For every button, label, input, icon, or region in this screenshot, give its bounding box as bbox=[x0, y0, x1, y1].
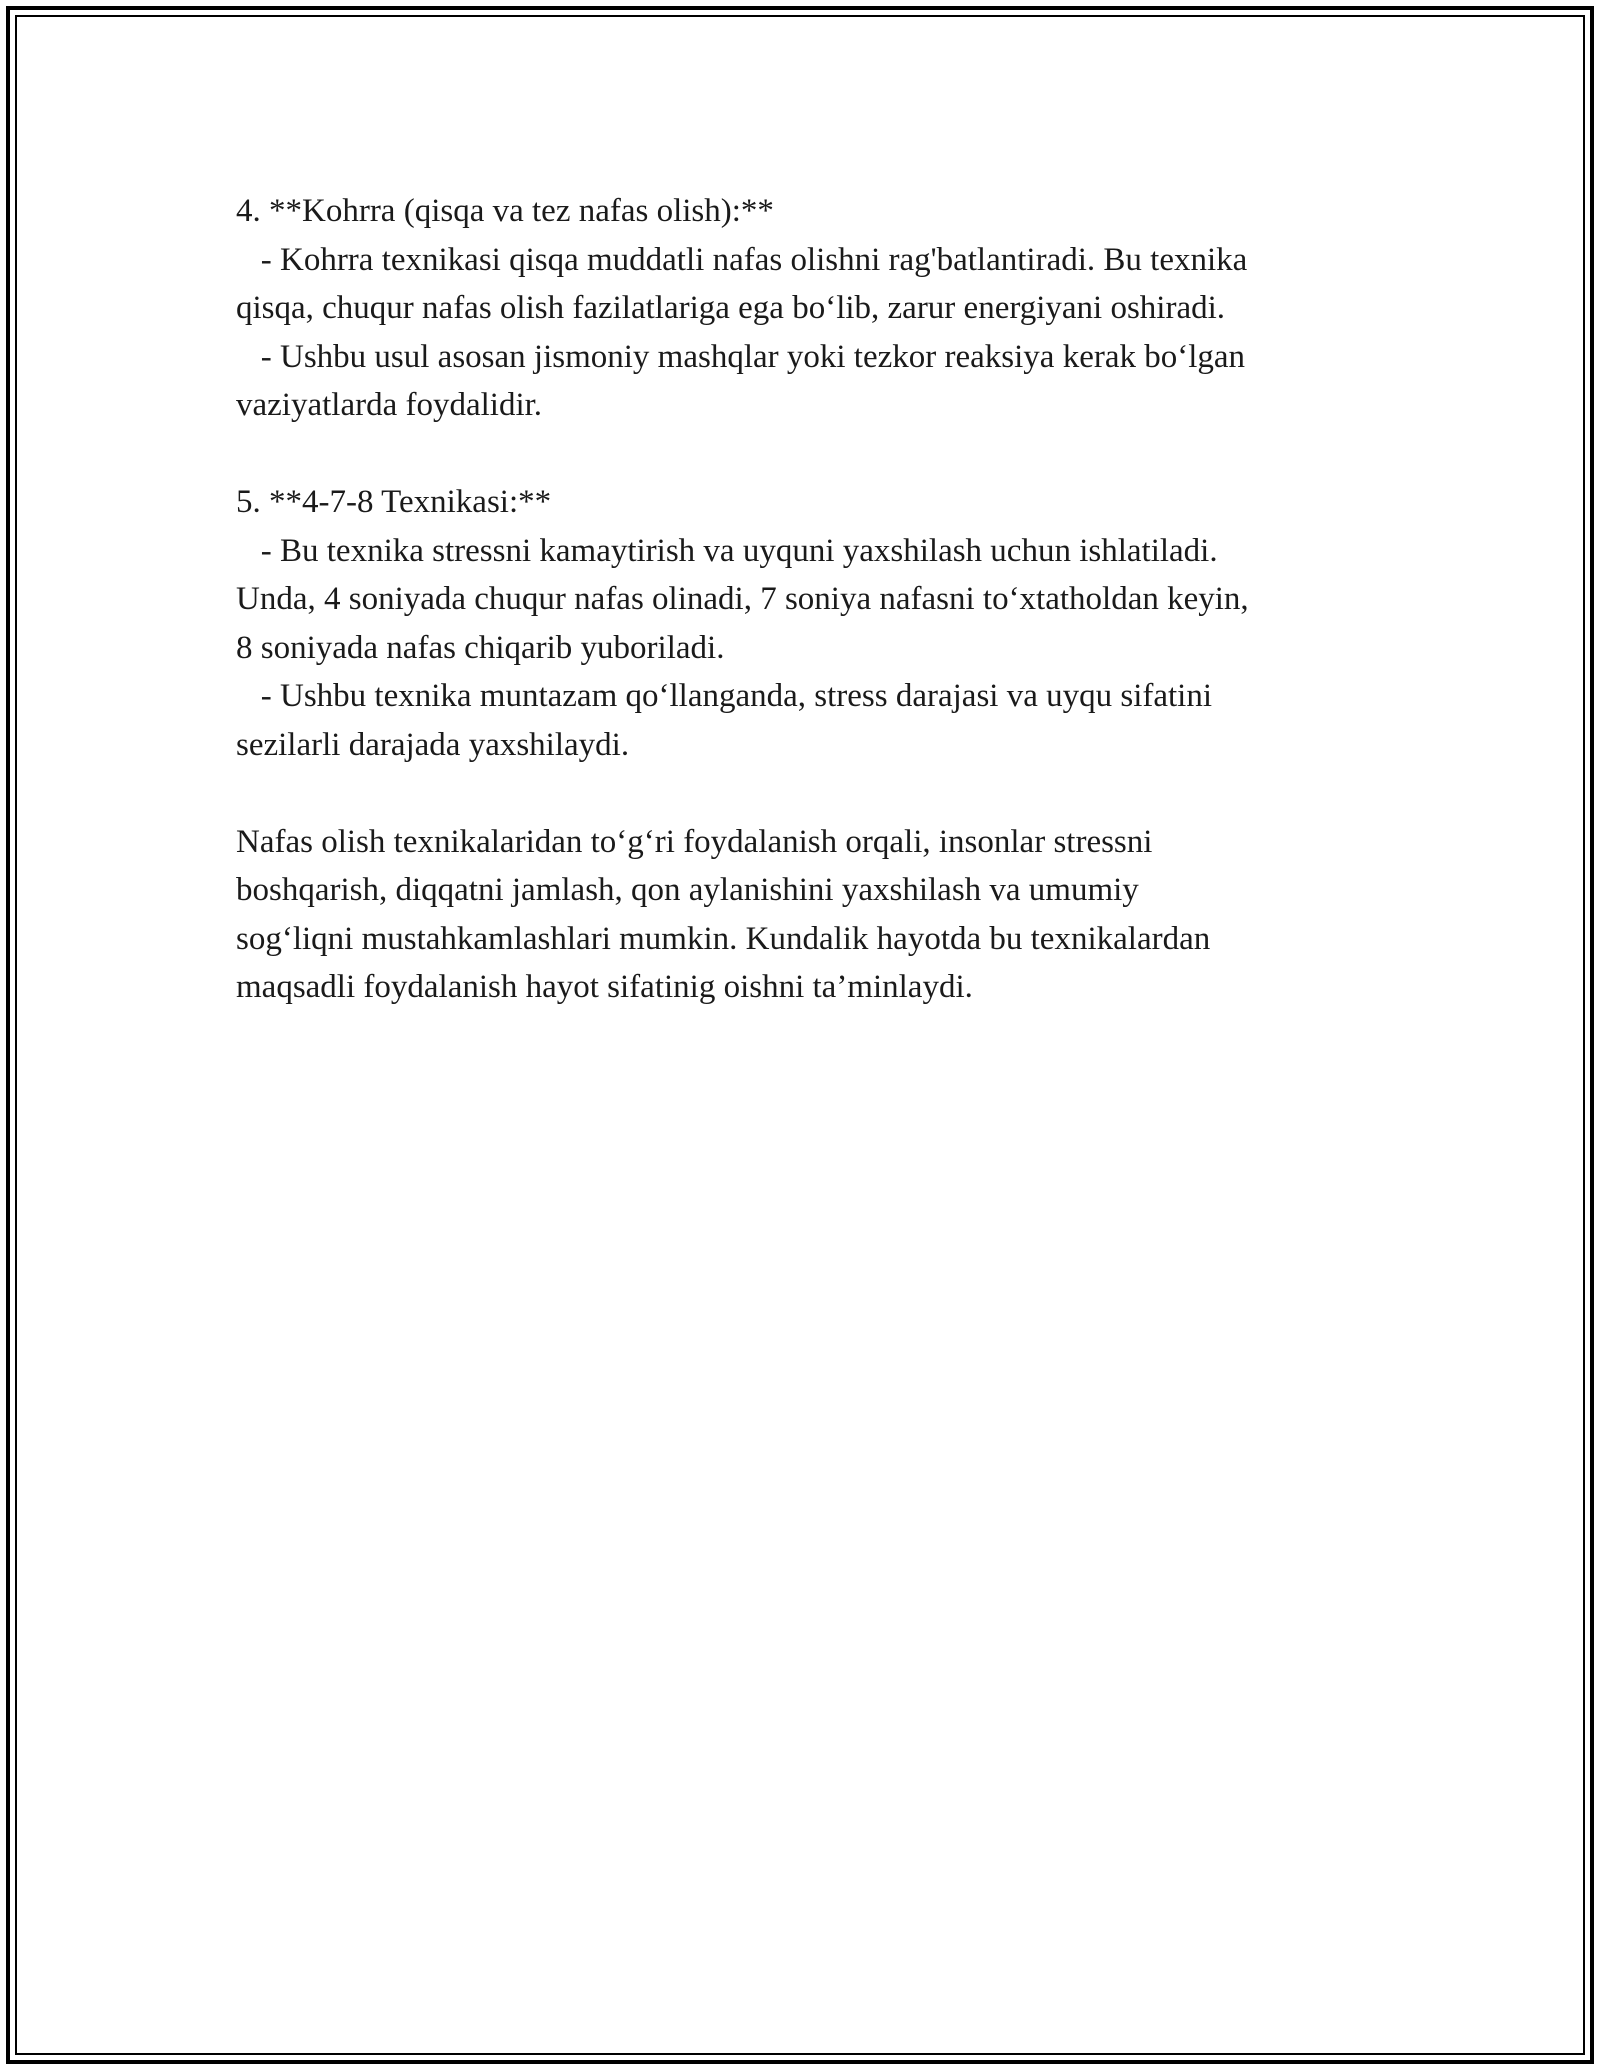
section-5-line: 8 soniyada nafas chiqarib yuboriladi. bbox=[236, 629, 725, 666]
document-body bbox=[236, 187, 1376, 1012]
conclusion-paragraph bbox=[236, 818, 1376, 1012]
paragraph-gap bbox=[236, 769, 1376, 818]
section-4-line: - Kohrra texnikasi qisqa muddatli nafas olishni rag'batlantiradi. Bu texnika bbox=[236, 241, 1248, 278]
section-5-line: - Ushbu texnika muntazam qo‘llanganda, stress darajasi va uyqu sifatini bbox=[236, 678, 1212, 714]
section-5-line: Unda, 4 soniyada chuqur nafas olinadi, 7 soniya nafasni to‘xtatholdan keyin, bbox=[236, 581, 1249, 617]
section-5-line: - Bu texnika stressni kamaytirish va uyquni yaxshilash uchun ishlatiladi. bbox=[236, 532, 1218, 569]
conclusion-line: Nafas olish texnikalaridan to‘g‘ri foydalanish orqali, insonlar stressni bbox=[236, 823, 1153, 860]
paragraph-gap bbox=[236, 430, 1376, 479]
conclusion-line: maqsadli foydalanish hayot sifatinig oishni ta’minlaydi. bbox=[236, 969, 973, 1005]
conclusion-line: boshqarish, diqqatni jamlash, qon aylanishini yaxshilash va umumiy bbox=[236, 872, 1139, 908]
section-5 bbox=[236, 478, 1376, 769]
section-4-line: qisqa, chuqur nafas olish fazilatlariga ega bo‘lib, zarur energiyani oshiradi. bbox=[236, 290, 1226, 326]
conclusion-line: sog‘liqni mustahkamlashlari mumkin. Kundalik hayotda bu texnikalardan bbox=[236, 920, 1211, 957]
section-5-line: sezilarli darajada yaxshilaydi. bbox=[236, 726, 630, 763]
section-4 bbox=[236, 187, 1376, 430]
section-5-heading: 5. **4-7-8 Texnikasi:** bbox=[236, 484, 552, 520]
section-4-heading: 4. **Kohrra (qisqa va tez nafas olish):** bbox=[236, 193, 774, 229]
section-4-line: - Ushbu usul asosan jismoniy mashqlar yoki tezkor reaksiya kerak bo‘lgan bbox=[236, 338, 1246, 375]
section-4-line: vaziyatlarda foydalidir. bbox=[236, 387, 543, 423]
